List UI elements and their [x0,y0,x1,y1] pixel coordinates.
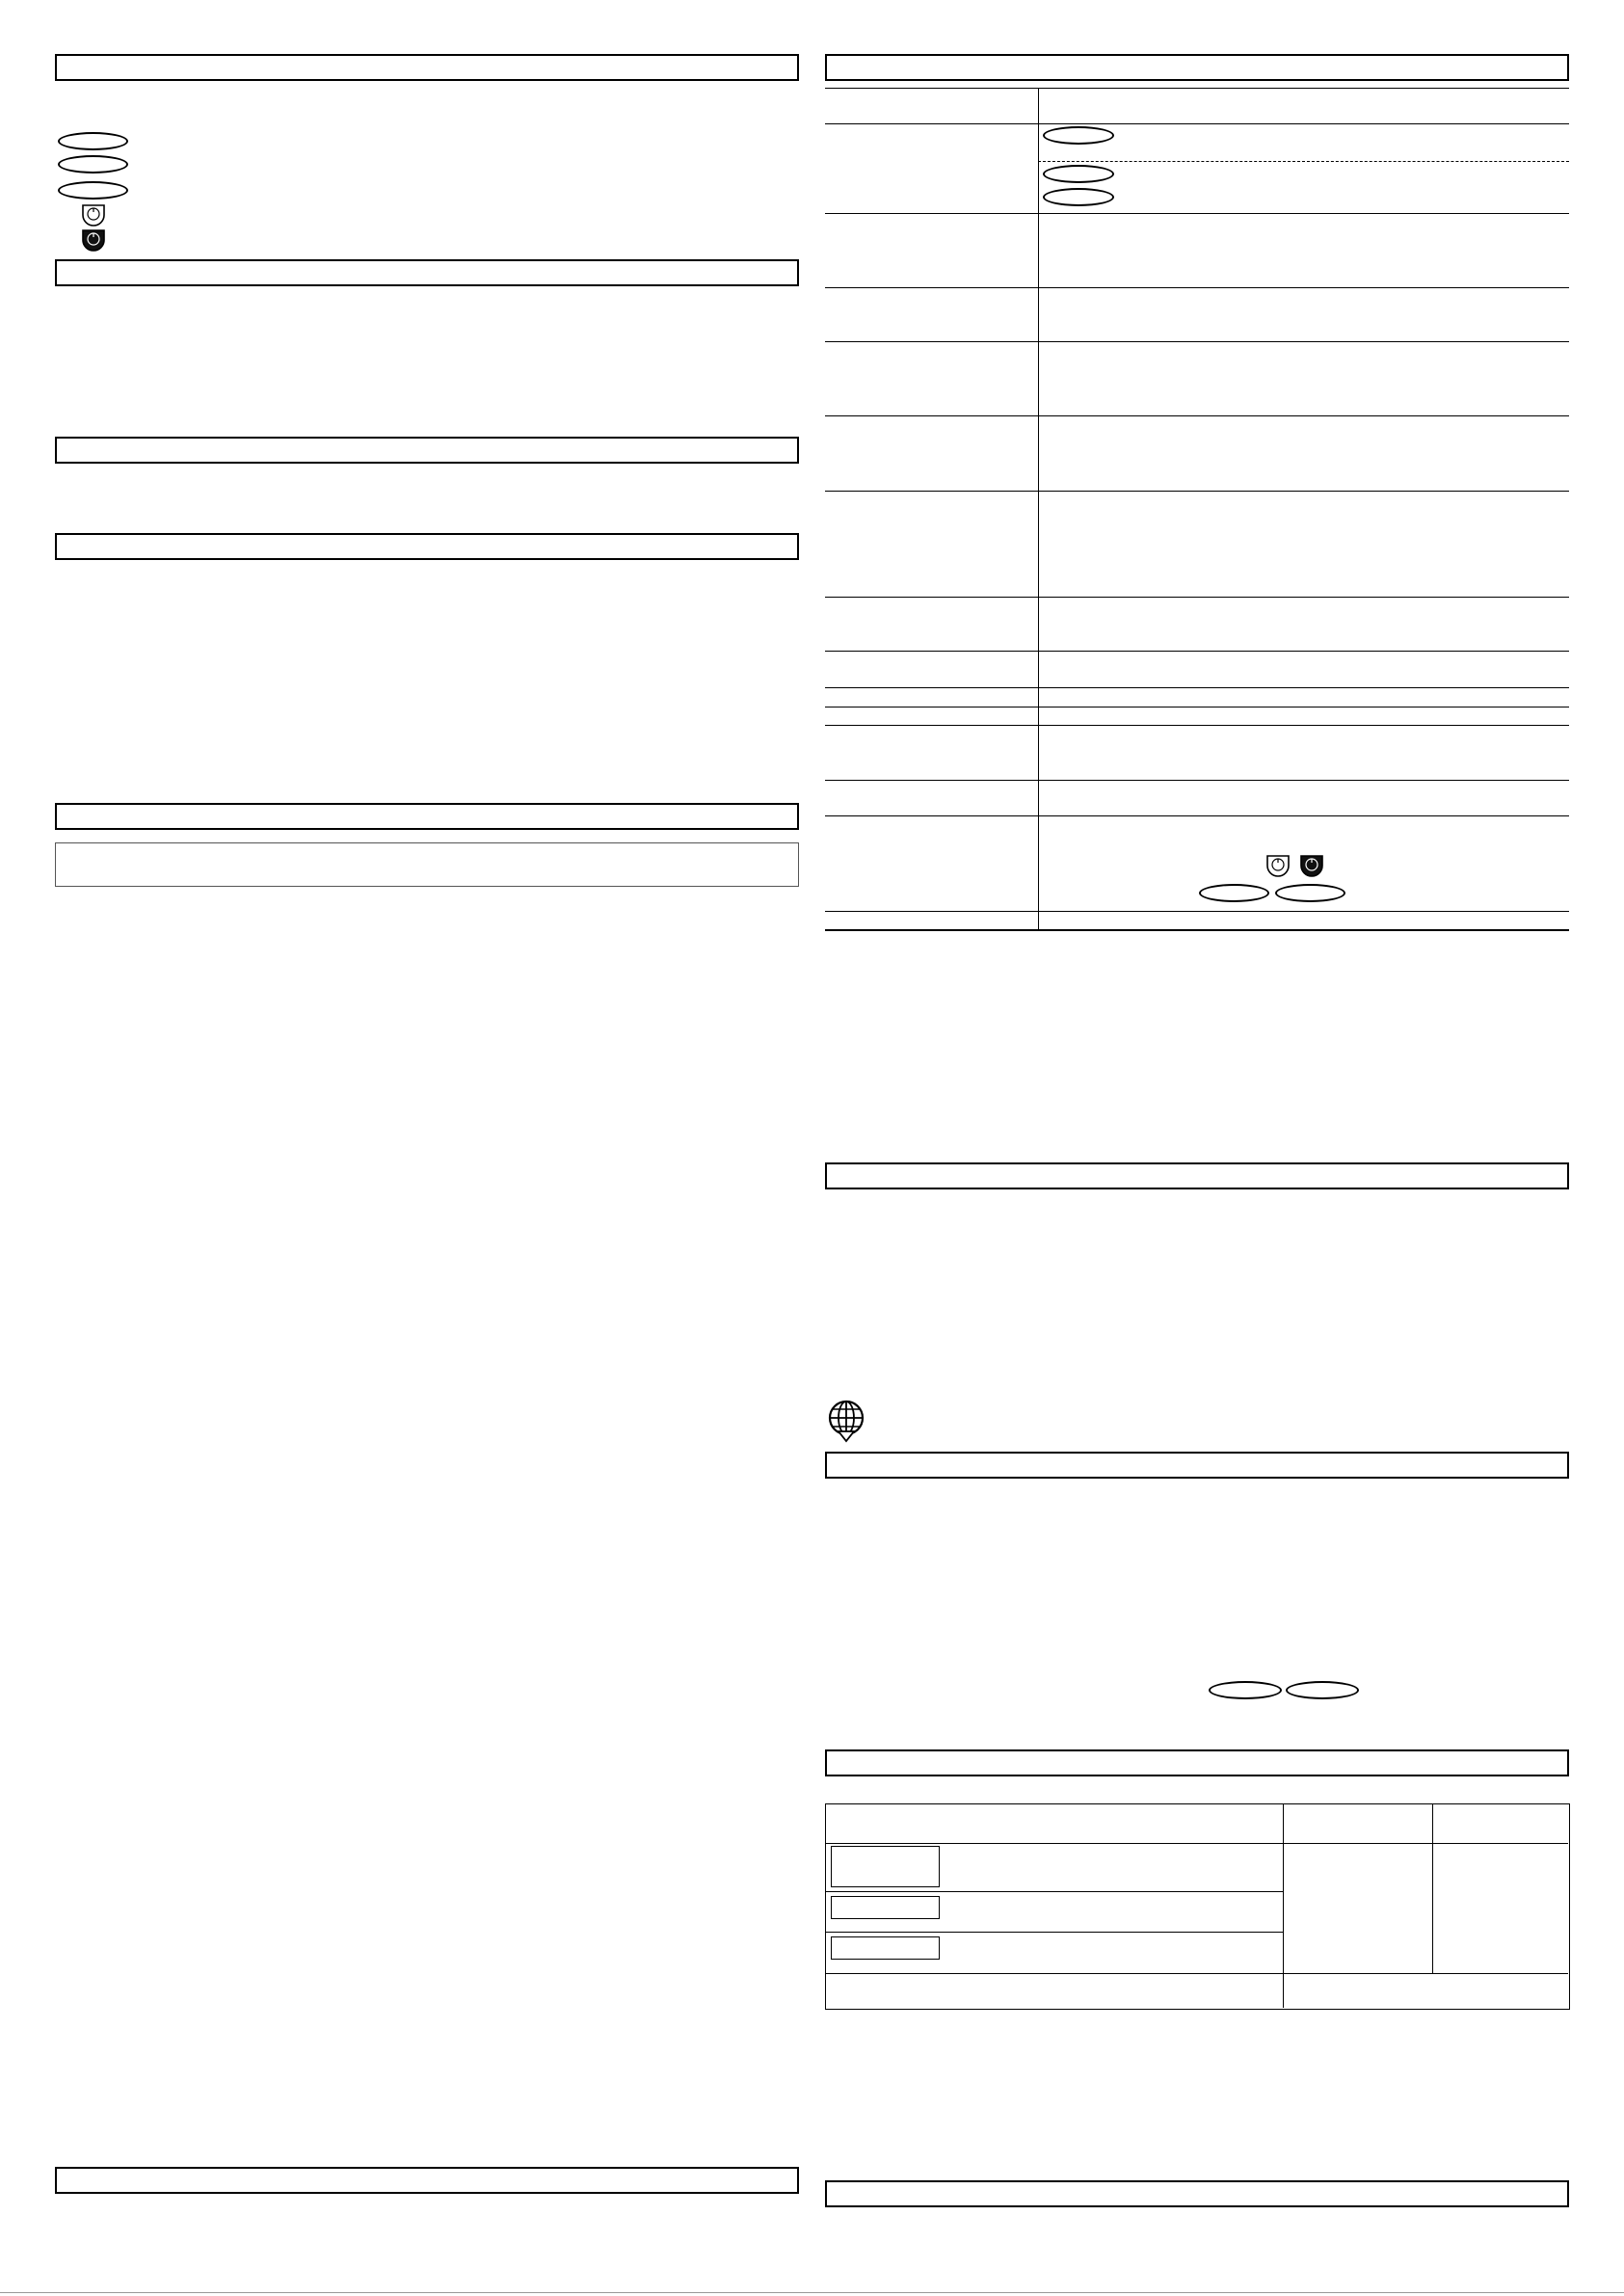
oval-key-icon [1043,126,1114,145]
display-key-icon [831,1896,940,1919]
section-header-2 [55,259,799,286]
table-rule [825,415,1569,416]
table-rule [825,491,1569,492]
page-bottom-rule [0,2292,1624,2293]
light-round-key-icon [1265,854,1291,877]
dotted-separator [1038,161,1569,162]
oval-key-icon [1286,1681,1359,1699]
section-header-r5 [825,2180,1569,2207]
display-key-icon [831,1936,940,1960]
oval-key-icon [58,155,128,174]
section-header-r3 [825,1452,1569,1479]
display-key-icon [831,1846,940,1887]
table-rule [825,123,1569,124]
oval-key-icon [1043,188,1114,206]
dark-round-key-icon [1299,854,1324,877]
table-rule [825,725,1569,726]
table-rule [825,597,1569,598]
section-header-1 [55,54,799,81]
table-rule [826,1843,1568,1844]
dark-round-key-icon [81,228,106,252]
table-rule [825,88,1569,89]
table-rule [825,815,1569,816]
section-header-spec [825,54,1569,81]
table-rule [825,341,1569,342]
table-rule [825,780,1569,781]
table-rule [825,651,1569,652]
section-header-5 [55,803,799,830]
note-box [55,842,799,887]
table-column-divider [1283,1804,1284,2008]
comparison-table [825,1803,1570,2010]
table-rule [825,687,1569,688]
table-rule [826,1973,1568,1974]
table-rule [826,1932,1283,1933]
section-header-6 [55,2167,799,2194]
section-header-4 [55,533,799,560]
table-bottom-rule [825,929,1569,931]
oval-key-icon [1199,884,1269,902]
table-rule [825,287,1569,288]
oval-key-icon [1275,884,1345,902]
globe-download-icon [826,1400,866,1443]
section-header-r2 [825,1162,1569,1189]
table-column-divider [1432,1804,1433,1973]
oval-key-icon [1043,165,1114,183]
table-rule [825,213,1569,214]
table-rule [826,1891,1283,1892]
oval-key-icon [58,181,128,200]
section-header-3 [55,437,799,464]
table-rule [825,911,1569,912]
oval-key-icon [58,132,128,150]
oval-key-icon [1209,1681,1282,1699]
light-round-key-icon [81,203,106,227]
section-header-r4 [825,1749,1569,1776]
